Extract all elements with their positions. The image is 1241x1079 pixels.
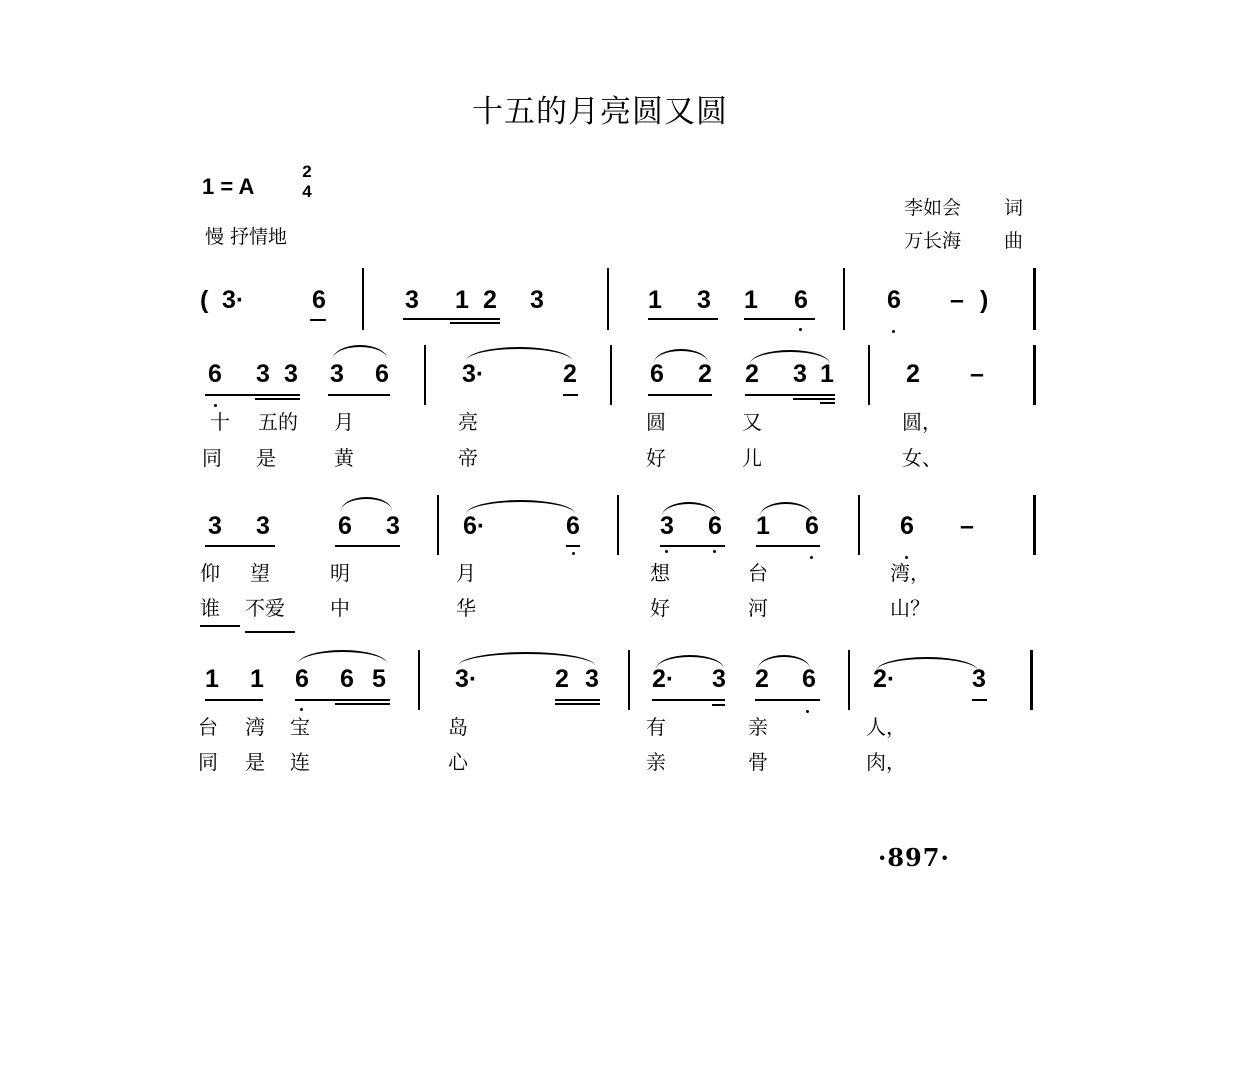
lyric-syllable: 岛 — [448, 715, 468, 739]
note: 2 — [698, 360, 712, 388]
note: 6 — [708, 512, 722, 540]
note: 3 — [585, 665, 599, 693]
lyric-syllable: 是 — [245, 750, 265, 774]
note: 3 — [793, 360, 807, 388]
note: ) — [980, 286, 989, 314]
beam-underline — [755, 699, 820, 701]
beam-underline — [403, 318, 500, 320]
lyricist-role: 词 — [1004, 197, 1024, 219]
slur — [760, 502, 812, 516]
barline — [437, 495, 439, 555]
note: 3· — [222, 286, 245, 314]
lyric-syllable: 中 — [330, 596, 350, 620]
lyric-syllable: 女、 — [902, 446, 942, 470]
slur — [758, 655, 810, 669]
lyric-syllable: 十 — [210, 410, 230, 434]
barline-end — [1033, 345, 1036, 405]
lyric-syllable: 人， — [866, 715, 906, 739]
lyric-syllable: 五的 — [258, 410, 298, 434]
lyric-syllable: 圆 — [646, 410, 666, 434]
beam-underline — [295, 699, 390, 701]
note: 1 — [250, 665, 264, 693]
slur — [654, 349, 708, 363]
note: 6 — [900, 512, 914, 540]
octave-dot-below — [892, 330, 895, 333]
octave-dot-below — [799, 328, 802, 331]
note: 6 — [340, 665, 354, 693]
barline — [868, 345, 870, 405]
lyric-syllable: 台 — [198, 715, 218, 739]
barline — [628, 650, 630, 710]
barline-end — [1030, 650, 1033, 710]
lyric-syllable: 是 — [256, 446, 276, 470]
lyricist-name: 李如会 — [904, 197, 962, 219]
beam-underline — [712, 704, 725, 706]
note: ( — [200, 286, 209, 314]
note: 3 — [256, 512, 270, 540]
note: 2 — [906, 360, 920, 388]
beam-underline — [745, 394, 835, 396]
barline — [858, 495, 860, 555]
note: 3 — [972, 665, 986, 693]
note: 3 — [386, 512, 400, 540]
slur — [750, 350, 830, 364]
octave-dot-below — [806, 710, 809, 713]
beam-underline — [555, 699, 600, 701]
slur — [662, 502, 716, 516]
key-signature: 1 = A — [202, 174, 255, 199]
time-signature-bottom: 4 — [302, 182, 312, 201]
octave-dot-below — [810, 556, 813, 559]
note: 3· — [462, 360, 485, 388]
octave-dot-below — [905, 556, 908, 559]
lyric-syllable: 儿 — [742, 446, 762, 470]
slur — [298, 650, 387, 664]
beam-underline — [205, 545, 275, 547]
lyric-syllable: 帝 — [458, 446, 478, 470]
note: 6 — [208, 360, 222, 388]
barline — [607, 268, 609, 330]
note: 3 — [660, 512, 674, 540]
note: 3 — [256, 360, 270, 388]
note: 1 — [820, 360, 834, 388]
note: 3 — [208, 512, 222, 540]
barline — [362, 268, 364, 330]
note: 6 — [794, 286, 808, 314]
lyric-syllable: 连 — [290, 750, 310, 774]
barline-end — [1033, 495, 1036, 555]
lyric-syllable: 明 — [330, 561, 350, 585]
barline — [424, 345, 426, 405]
note: 6 — [312, 286, 326, 314]
lyric-syllable: 宝 — [290, 715, 310, 739]
beam-underline — [205, 699, 263, 701]
note: 6 — [887, 286, 901, 314]
lyric-syllable: 不爱 — [245, 596, 285, 620]
lyric-syllable: 骨 — [748, 750, 768, 774]
slur — [333, 345, 387, 359]
lyric-syllable: 河 — [748, 596, 768, 620]
slur — [466, 500, 575, 514]
lyric-syllable: 黄 — [334, 446, 354, 470]
note: – — [950, 286, 964, 314]
beam-underline — [205, 394, 300, 396]
lyric-syllable: 有 — [646, 715, 666, 739]
note: – — [960, 512, 974, 540]
note: 3 — [697, 286, 711, 314]
lyric-syllable: 亲 — [748, 715, 768, 739]
lyric-syllable: 好 — [650, 596, 670, 620]
beam-underline — [972, 699, 987, 701]
slur — [656, 655, 724, 669]
beam-underline — [648, 318, 718, 320]
beam-underline — [255, 398, 300, 400]
beam-underline — [328, 394, 390, 396]
beam-underline — [820, 402, 835, 404]
note: 5 — [372, 665, 386, 693]
note: 1 — [205, 665, 219, 693]
beam-underline — [793, 398, 835, 400]
note: 2 — [563, 360, 577, 388]
lyric-syllable: 亲 — [646, 750, 666, 774]
note: 6 — [295, 665, 309, 693]
lyric-syllable: 山？ — [890, 596, 930, 620]
note: 2· — [652, 665, 675, 693]
composer-name: 万长海 — [904, 230, 962, 252]
beam-underline — [744, 318, 815, 320]
lyric-syllable: 华 — [456, 596, 476, 620]
note: 2· — [873, 665, 896, 693]
note: 1 — [455, 286, 469, 314]
octave-dot-below — [300, 708, 303, 711]
note: 2 — [555, 665, 569, 693]
octave-dot-below — [665, 550, 668, 553]
barline — [848, 650, 850, 710]
lyric-syllable: 仰 — [200, 561, 220, 585]
page-number: ·897· — [878, 843, 950, 872]
note: 6 — [802, 665, 816, 693]
note: 2 — [755, 665, 769, 693]
slur — [458, 652, 595, 666]
lyric-syllable: 心 — [448, 750, 468, 774]
beam-underline — [310, 319, 326, 321]
lyric-syllable: 月 — [334, 410, 354, 434]
octave-dot-below — [214, 404, 217, 407]
beam-underline — [652, 699, 725, 701]
note: 2 — [483, 286, 497, 314]
barline-end — [1033, 268, 1036, 330]
note: – — [970, 360, 984, 388]
lyric-underline — [245, 631, 295, 633]
lyric-syllable: 肉， — [866, 750, 906, 774]
lyric-syllable: 湾 — [245, 715, 265, 739]
note: 3 — [405, 286, 419, 314]
octave-dot-below — [572, 552, 575, 555]
time-signature — [299, 162, 315, 202]
lyric-syllable: 谁 — [200, 596, 220, 620]
beam-underline — [555, 703, 600, 705]
lyric-syllable: 望 — [250, 561, 270, 585]
composer-role: 曲 — [1004, 230, 1024, 252]
lyric-syllable: 同 — [198, 750, 218, 774]
note: 6 — [338, 512, 352, 540]
lyric-syllable: 圆， — [902, 410, 942, 434]
beam-underline — [335, 703, 390, 705]
song-title: 十五的月亮圆又圆 — [472, 94, 728, 130]
lyric-syllable: 同 — [202, 446, 222, 470]
lyric-syllable: 又 — [742, 410, 762, 434]
slur — [341, 497, 392, 511]
note: 2 — [745, 360, 759, 388]
note: 1 — [756, 512, 770, 540]
note: 3· — [455, 665, 478, 693]
barline — [418, 650, 420, 710]
lyric-underline — [200, 625, 240, 627]
beam-underline — [335, 545, 400, 547]
lyric-syllable: 亮 — [458, 410, 478, 434]
lyric-syllable: 湾， — [890, 561, 930, 585]
note: 3 — [712, 665, 726, 693]
time-signature-top: 2 — [302, 162, 312, 181]
note: 6 — [375, 360, 389, 388]
tempo-marking: 慢 抒情地 — [205, 226, 288, 248]
octave-dot-below — [713, 550, 716, 553]
note: 6 — [566, 512, 580, 540]
note: 3 — [284, 360, 298, 388]
beam-underline — [648, 394, 712, 396]
beam-underline — [660, 545, 725, 547]
barline — [843, 268, 845, 330]
beam-underline — [450, 322, 500, 324]
lyric-syllable: 月 — [456, 561, 476, 585]
barline — [617, 495, 619, 555]
lyric-syllable: 想 — [650, 561, 670, 585]
note: 1 — [744, 286, 758, 314]
beam-underline — [563, 394, 578, 396]
note: 6 — [805, 512, 819, 540]
slur — [876, 657, 978, 671]
lyric-syllable: 好 — [646, 446, 666, 470]
beam-underline — [566, 545, 580, 547]
note: 3 — [530, 286, 544, 314]
slur — [466, 347, 572, 361]
note: 6· — [463, 512, 486, 540]
note: 1 — [648, 286, 662, 314]
lyric-syllable: 台 — [748, 561, 768, 585]
barline — [610, 345, 612, 405]
note: 6 — [650, 360, 664, 388]
beam-underline — [756, 545, 820, 547]
note: 3 — [330, 360, 344, 388]
